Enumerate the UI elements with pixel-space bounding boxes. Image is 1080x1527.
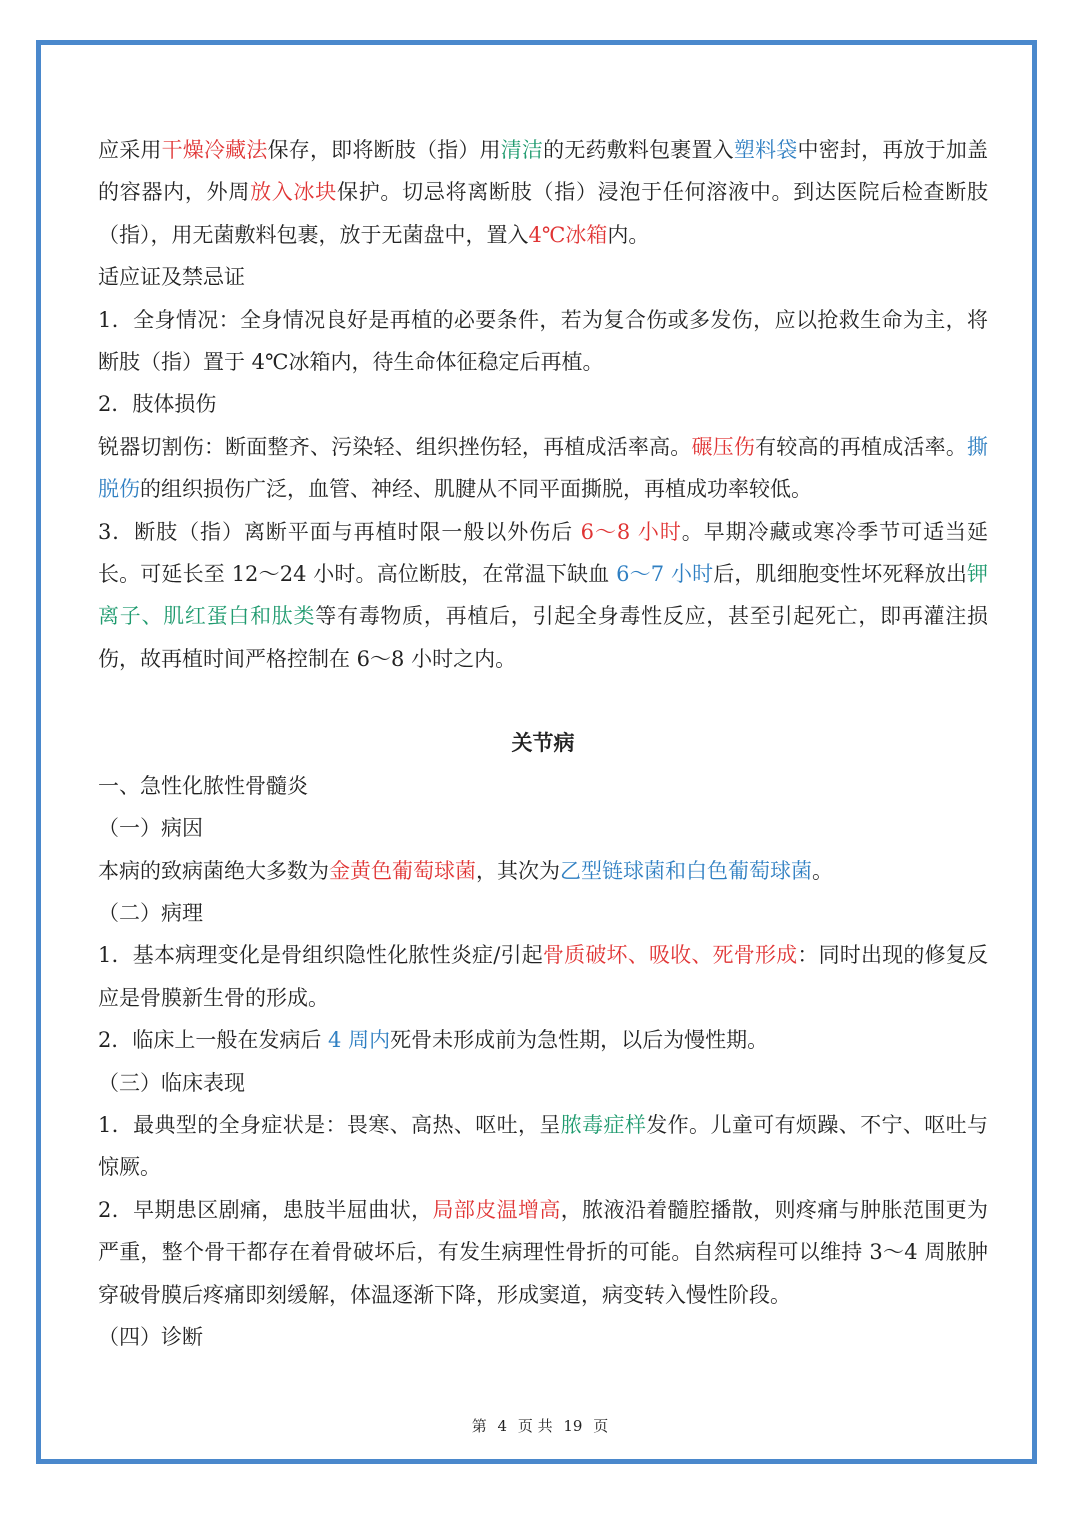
paragraph <box>98 1189 988 1316</box>
text-segment: ，其次为 <box>476 858 560 883</box>
paragraph <box>98 1104 988 1189</box>
text-segment: 本病的致病菌绝大多数为 <box>98 858 329 883</box>
highlighted-text-blue: 6～7 小时 <box>616 562 714 587</box>
text-segment: 应采用 <box>98 138 162 162</box>
text-segment: （二）病理 <box>98 900 203 925</box>
text-segment: 关节病 <box>511 730 575 756</box>
text-segment: 保存，即将断肢（指）用 <box>267 138 501 162</box>
highlighted-text-red: 骨质破坏、吸收、死骨形成 <box>542 943 798 968</box>
highlighted-text-green: 脓毒症样 <box>560 1112 647 1137</box>
footer-total-pages: 19 <box>563 1417 583 1435</box>
text-segment: 2．临床上一般在发病后 <box>98 1028 329 1053</box>
text-segment: 等有毒物质，再植后，引起全身毒性反应，甚至引起死亡，即再灌注损伤，故再植时间严格控制在 6～8 小时之内。 <box>98 604 988 671</box>
footer-suffix: 页 <box>593 1417 609 1435</box>
text-segment: 2．肢体损伤 <box>98 392 217 417</box>
text-segment: 的无药敷料包裹置入 <box>543 138 734 162</box>
text-segment: 1．基本病理变化是骨组织隐性化脓性炎症/引起 <box>98 943 543 968</box>
highlighted-text-red: 局部皮温增高 <box>432 1197 561 1222</box>
paragraph <box>98 934 988 1019</box>
paragraph <box>98 1316 988 1358</box>
highlighted-text-blue: 乙型链球菌和白色葡萄球菌 <box>560 858 812 883</box>
highlighted-text-green: 清洁 <box>500 138 544 162</box>
highlighted-text-blue: 4 周内 <box>328 1028 391 1053</box>
highlighted-text-red: 放入冰块 <box>250 180 337 205</box>
text-segment: 发作。儿童可有烦躁、不宁、呕吐与惊厥。 <box>98 1112 989 1180</box>
text-segment: ，脓液沿着髓腔播散，则疼痛与肿胀范围更为严重，整个骨干都存在着骨破坏后，有发生病理性骨折的可能。自然病程可以维持 3～4 周脓肿穿破骨膜后疼痛即刻缓解，体温逐渐下降，形成窦道，病变转入慢性阶段。 <box>98 1197 989 1307</box>
section-heading <box>98 722 988 764</box>
paragraph <box>98 1019 988 1061</box>
text-segment: （一）病因 <box>98 816 203 841</box>
paragraph <box>98 807 988 849</box>
text-segment: 有较高的再植成活率。 <box>755 434 968 459</box>
paragraph <box>98 892 988 934</box>
text-segment: 。早期冷藏或寒冷季节可适当延长。可延长至 12～24 小时。高位断肢，在常温下缺血 <box>98 519 989 587</box>
paragraph <box>98 426 988 511</box>
text-segment: （三）临床表现 <box>98 1070 245 1095</box>
footer-prefix: 第 <box>471 1417 487 1435</box>
highlighted-text-red: 碾压伤 <box>691 434 756 459</box>
text-segment: 。 <box>812 858 833 883</box>
highlighted-text-red: 4℃冰箱 <box>528 222 608 247</box>
paragraph <box>98 1062 988 1104</box>
text-segment: ：同时出现的修复反应是骨膜新生骨的形成。 <box>98 943 989 1010</box>
document-body <box>98 129 988 1358</box>
text-segment: 死骨未形成前为急性期，以后为慢性期。 <box>390 1028 769 1053</box>
paragraph <box>98 299 988 384</box>
text-segment: 适应证及禁忌证 <box>98 265 245 290</box>
paragraph <box>98 511 988 681</box>
highlighted-text-blue: 撕脱伤 <box>98 434 989 502</box>
paragraph <box>98 129 988 256</box>
text-segment: 保护。切忌将离断肢（指）浸泡于任何溶液中。到达医院后检查断肢（指），用无菌敷料包裹，放于无菌盘中，置入 <box>98 180 989 247</box>
text-segment: 1．全身情况：全身情况良好是再植的必要条件，若为复合伤或多发伤，应以抢救生命为主，将断肢（指）置于 4℃冰箱内，待生命体征稳定后再植。 <box>98 307 988 375</box>
page-footer <box>0 1415 1080 1436</box>
highlighted-text-red: 金黄色葡萄球菌 <box>329 858 476 883</box>
highlighted-text-red: 干燥冷藏法 <box>161 138 268 162</box>
highlighted-text-green: 钾离子、肌红蛋白和肽类 <box>98 562 989 629</box>
paragraph <box>98 765 988 807</box>
text-segment: 3．断肢（指）离断平面与再植时限一般以外伤后 <box>98 519 581 544</box>
text-segment: 2．早期患区剧痛，患肢半屈曲状， <box>98 1197 433 1222</box>
text-segment: 后，肌细胞变性坏死释放出 <box>713 562 968 587</box>
text-segment: 一、急性化脓性骨髓炎 <box>98 773 308 798</box>
text-segment: 内。 <box>607 222 650 247</box>
footer-middle: 页 共 <box>517 1417 553 1435</box>
paragraph <box>98 383 988 425</box>
paragraph <box>98 256 988 298</box>
highlighted-text-blue: 塑料袋 <box>733 138 798 162</box>
text-segment: 的组织损伤广泛，血管、神经、肌腱从不同平面撕脱，再植成功率较低。 <box>140 477 812 502</box>
text-segment: 1．最典型的全身症状是：畏寒、高热、呕吐，呈 <box>98 1112 561 1137</box>
text-segment: （四）诊断 <box>98 1324 203 1349</box>
text-segment: 锐器切割伤：断面整齐、污染轻、组织挫伤轻，再植成活率高。 <box>98 434 692 459</box>
paragraph <box>98 850 988 892</box>
text-segment: 中密封，再放于加盖的容器内，外周 <box>98 138 989 205</box>
highlighted-text-red: 6～8 小时 <box>580 519 682 544</box>
footer-page-number: 4 <box>497 1417 508 1435</box>
